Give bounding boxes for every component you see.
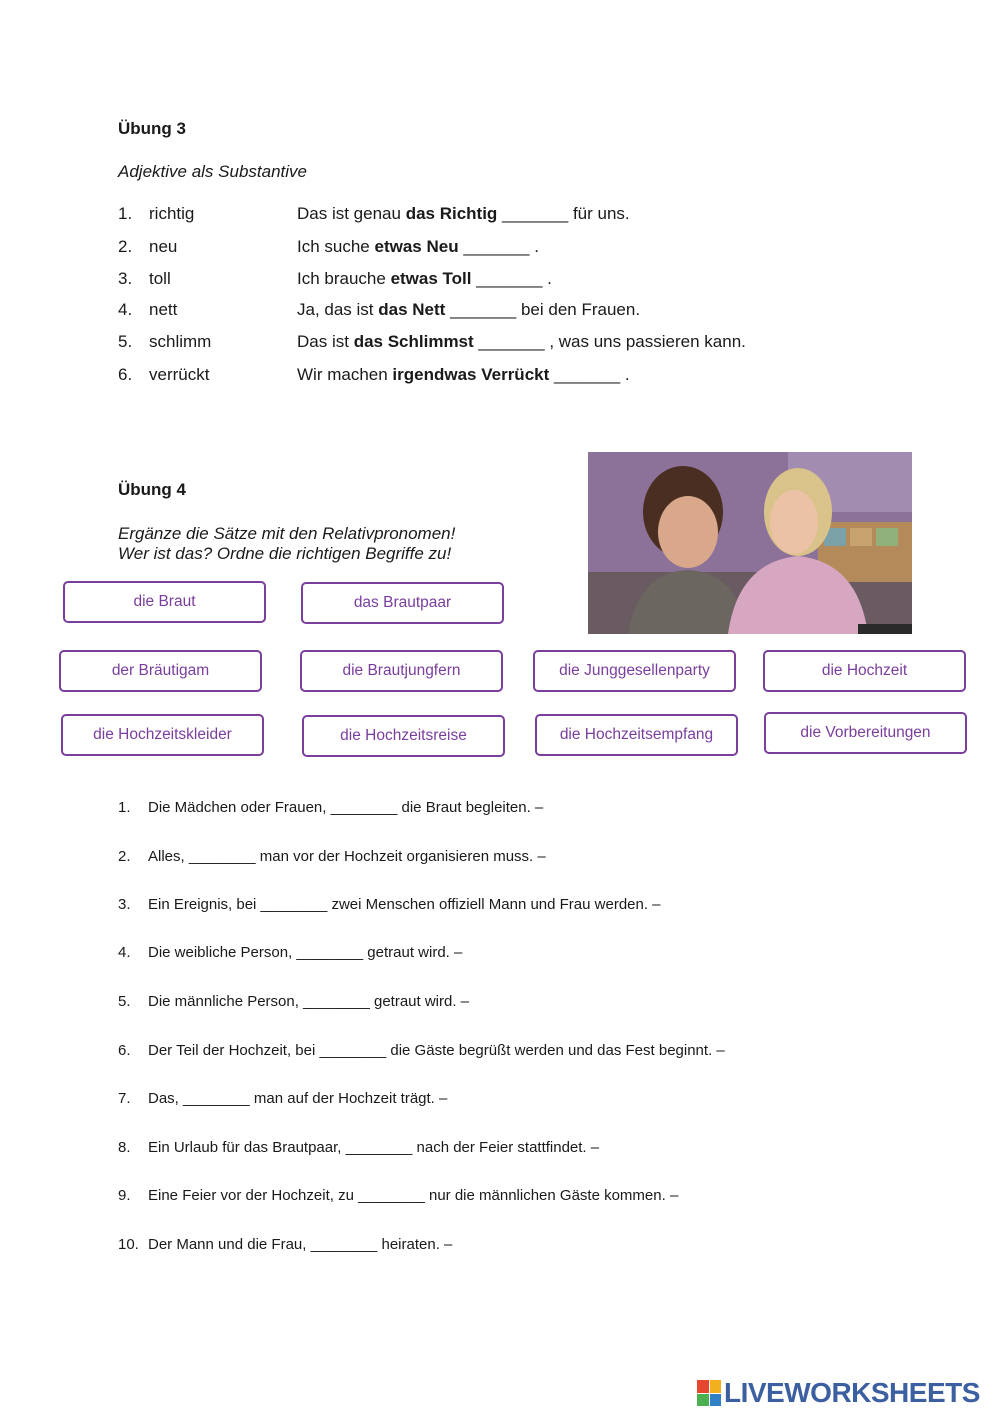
sentence-text[interactable]: Der Teil der Hochzeit, bei ________ die Gäste begrüßt werden und das Fest beginnt. – — [148, 1042, 725, 1059]
term-box[interactable]: die Junggesellenparty — [533, 650, 736, 692]
item-number: 5. — [118, 332, 133, 351]
exercise-3-subtitle: Adjektive als Substantive — [118, 162, 307, 181]
sentence-text[interactable]: Eine Feier vor der Hochzeit, zu ________ nur die männlichen Gäste kommen. – — [148, 1187, 679, 1204]
instruction-line: Ergänze die Sätze mit den Relativpronomen! — [118, 524, 456, 543]
item-number: 1. — [118, 204, 133, 223]
instruction-line: Wer ist das? Ordne die richtigen Begriffe zu! — [118, 544, 452, 563]
liveworksheets-logo[interactable] — [697, 1378, 980, 1408]
sentence-text[interactable]: Der Mann und die Frau, ________ heiraten. – — [148, 1236, 453, 1253]
item-word: toll — [149, 269, 171, 288]
item-sentence: Ja, das ist das Nett _______ bei den Frauen. — [297, 300, 641, 319]
term-box[interactable]: die Hochzeit — [763, 650, 966, 692]
item-number: 6. — [118, 365, 133, 384]
item-sentence: Das ist das Schlimmst _______ , was uns passieren kann. — [297, 332, 746, 351]
sentence-text[interactable]: Die Mädchen oder Frauen, ________ die Braut begleiten. – — [148, 799, 544, 816]
sentence-number: 9. — [118, 1187, 131, 1204]
answer-blank[interactable]: _______ . — [458, 237, 539, 256]
item-word: nett — [149, 300, 178, 319]
item-number: 3. — [118, 269, 133, 288]
item-sentence: Wir machen irgendwas Verrückt _______ . — [297, 365, 630, 384]
logo-text: LIVEWORKSHEETS — [724, 1377, 980, 1408]
exercise-3-title: Übung 3 — [118, 119, 186, 138]
exercise-4-instructions — [118, 524, 455, 564]
item-word: neu — [149, 237, 178, 256]
exercise-4-title: Übung 4 — [118, 480, 186, 499]
sentence-text[interactable]: Die männliche Person, ________ getraut wird. – — [148, 993, 470, 1010]
answer-blank[interactable]: _______ . — [549, 365, 630, 384]
scene-photo — [588, 452, 912, 634]
item-word: schlimm — [149, 332, 212, 351]
sentence-number: 1. — [118, 799, 131, 816]
answer-blank[interactable]: _______ bei den Frauen. — [445, 300, 641, 319]
sentence-number: 5. — [118, 993, 131, 1010]
term-box[interactable]: der Bräutigam — [59, 650, 262, 692]
item-sentence: Ich suche etwas Neu _______ . — [297, 237, 539, 256]
term-box[interactable]: die Vorbereitungen — [764, 712, 967, 754]
sentence-number: 6. — [118, 1042, 131, 1059]
sentence-number: 4. — [118, 944, 131, 961]
item-sentence: Das ist genau das Richtig _______ für uns. — [297, 204, 630, 223]
answer-blank[interactable]: _______ . — [471, 269, 552, 288]
sentence-text[interactable]: Ein Urlaub für das Brautpaar, ________ nach der Feier stattfindet. – — [148, 1139, 600, 1156]
term-box[interactable]: die Hochzeitsempfang — [535, 714, 738, 756]
sentence-number: 7. — [118, 1090, 131, 1107]
answer-blank[interactable]: _______ , was uns passieren kann. — [473, 332, 746, 351]
term-box[interactable]: das Brautpaar — [301, 582, 504, 624]
sentence-text[interactable]: Die weibliche Person, ________ getraut wird. – — [148, 944, 463, 961]
item-sentence: Ich brauche etwas Toll _______ . — [297, 269, 552, 288]
sentence-number: 8. — [118, 1139, 131, 1156]
sentence-number: 2. — [118, 848, 131, 865]
term-box[interactable]: die Braut — [63, 581, 266, 623]
item-word: verrückt — [149, 365, 210, 384]
term-box[interactable]: die Hochzeitsreise — [302, 715, 505, 757]
answer-blank[interactable]: _______ für uns. — [497, 204, 630, 223]
term-box[interactable]: die Brautjungfern — [300, 650, 503, 692]
item-word: richtig — [149, 204, 195, 223]
item-number: 4. — [118, 300, 133, 319]
sentence-text[interactable]: Ein Ereignis, bei ________ zwei Menschen offiziell Mann und Frau werden. – — [148, 896, 661, 913]
sentence-text[interactable]: Das, ________ man auf der Hochzeit trägt. – — [148, 1090, 448, 1107]
sentence-text[interactable]: Alles, ________ man vor der Hochzeit organisieren muss. – — [148, 848, 546, 865]
sentence-number: 10. — [118, 1236, 139, 1253]
logo-icon — [697, 1380, 721, 1406]
term-box[interactable]: die Hochzeitskleider — [61, 714, 264, 756]
item-number: 2. — [118, 237, 133, 256]
sentence-number: 3. — [118, 896, 131, 913]
